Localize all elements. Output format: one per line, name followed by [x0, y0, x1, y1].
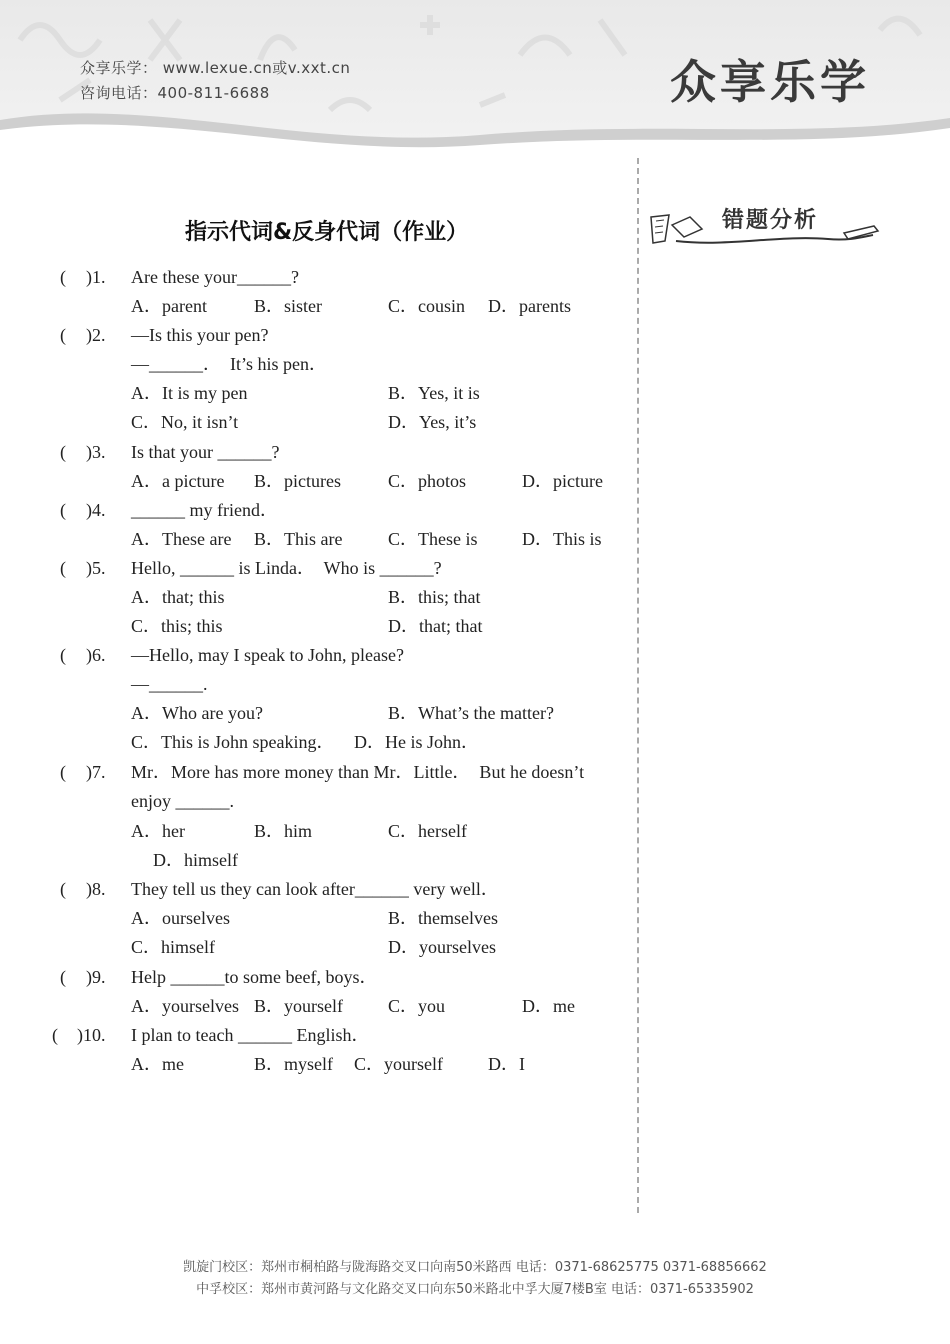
question-number: )6. — [86, 645, 106, 665]
option-d: D．Yes, it’s — [388, 412, 477, 432]
option-b: B．sister — [254, 296, 323, 316]
question-number: )10. — [77, 1025, 106, 1045]
option-a: A．Who are you? — [131, 703, 263, 723]
option-d: D．He is John． — [354, 732, 479, 752]
option-b: B．themselves — [388, 908, 498, 928]
footer-campus-1: 凯旋门校区：郑州市桐柏路与陇海路交叉口向南50米路西 电话：0371-68625775 0371-68856662 — [183, 1260, 767, 1275]
column-divider — [637, 158, 639, 1213]
answer-paren: ( — [60, 442, 66, 462]
option-a: A．It is my pen — [131, 383, 248, 403]
option-c: C．herself — [388, 821, 467, 841]
option-c: C．No, it isn’t — [131, 412, 239, 432]
answer-paren: ( — [60, 325, 66, 345]
question-stem: —Is this your pen? — [131, 325, 269, 345]
option-c: C．photos — [388, 471, 467, 491]
mistake-analysis-heading — [648, 195, 883, 255]
question-number: )4. — [86, 500, 106, 520]
page-header — [0, 0, 950, 160]
answer-paren: ( — [60, 500, 66, 520]
question-stem: ______ my friend． — [131, 500, 278, 520]
answer-paren: ( — [60, 879, 66, 899]
option-a: A．her — [131, 821, 185, 841]
question-stem: Is that your ______? — [131, 442, 280, 462]
question-stem: Mr．More has more money than Mr．Little． But he doesn’t — [131, 762, 585, 782]
answer-paren: ( — [60, 558, 66, 578]
option-d: D．me — [522, 996, 575, 1016]
question-number: )9. — [86, 967, 106, 987]
option-d: D．yourselves — [388, 937, 496, 957]
question-number: )5. — [86, 558, 106, 578]
question-number: )8. — [86, 879, 106, 899]
brand-logo: 众享乐学 — [670, 55, 870, 109]
option-a: A．These are — [131, 529, 232, 549]
question-stem: Hello, ______ is Linda． Who is ______? — [131, 558, 442, 578]
option-c: C．This is John speaking． — [131, 732, 335, 752]
header-website: 众享乐学： www.lexue.cn或v.xxt.cn — [80, 59, 351, 77]
answer-paren: ( — [60, 267, 66, 287]
question-stem: Help ______to some beef, boys． — [131, 967, 378, 987]
option-c: C．himself — [131, 937, 215, 957]
option-a: A．a picture — [131, 471, 225, 491]
option-b: B．him — [254, 821, 313, 841]
option-c: C．this; this — [131, 616, 223, 636]
option-b: B．myself — [254, 1054, 333, 1074]
question-stem-line2: —______. — [131, 674, 208, 694]
option-b: B．This are — [254, 529, 343, 549]
question-number: )1. — [86, 267, 106, 287]
question-number: )3. — [86, 442, 106, 462]
answer-paren: ( — [60, 645, 66, 665]
answer-paren: ( — [52, 1025, 58, 1045]
option-d: D．picture — [522, 471, 603, 491]
option-c: C．yourself — [354, 1054, 443, 1074]
answer-paren: ( — [60, 762, 66, 782]
question-stem-line2: —______． It’s his pen． — [131, 354, 327, 374]
header-phone: 咨询电话：400-811-6688 — [80, 84, 270, 102]
option-d: D．himself — [153, 850, 238, 870]
question-number: )2. — [86, 325, 106, 345]
question-stem: I plan to teach ______ English． — [131, 1025, 370, 1045]
worksheet-title: 指示代词&反身代词（作业） — [185, 220, 469, 245]
question-stem: Are these your______? — [131, 267, 299, 287]
option-b: B．What’s the matter? — [388, 703, 554, 723]
option-a: A．ourselves — [131, 908, 230, 928]
question-stem: They tell us they can look after______ very well． — [131, 879, 499, 899]
option-d: D．parents — [488, 296, 571, 316]
option-c: C．These is — [388, 529, 478, 549]
option-a: A．yourselves — [131, 996, 239, 1016]
question-stem: —Hello, may I speak to John, please? — [131, 645, 404, 665]
question-stem-line2: enjoy ______. — [131, 791, 234, 811]
option-b: B．this; that — [388, 587, 481, 607]
option-b: B．pictures — [254, 471, 341, 491]
option-d: D．I — [488, 1054, 525, 1074]
option-b: B．yourself — [254, 996, 343, 1016]
option-d: D．that; that — [388, 616, 483, 636]
option-a: A．that; this — [131, 587, 225, 607]
option-d: D．This is — [522, 529, 602, 549]
mistake-analysis-title: 错题分析 — [722, 207, 819, 233]
answer-paren: ( — [60, 967, 66, 987]
option-a: A．parent — [131, 296, 207, 316]
option-c: C．cousin — [388, 296, 466, 316]
footer-campus-2: 中孚校区：郑州市黄河路与文化路交叉口向东50米路北中孚大厦7楼B室 电话：0371-65335902 — [196, 1282, 754, 1297]
option-c: C．you — [388, 996, 446, 1016]
question-number: )7. — [86, 762, 106, 782]
option-b: B．Yes, it is — [388, 383, 480, 403]
option-a: A．me — [131, 1054, 184, 1074]
